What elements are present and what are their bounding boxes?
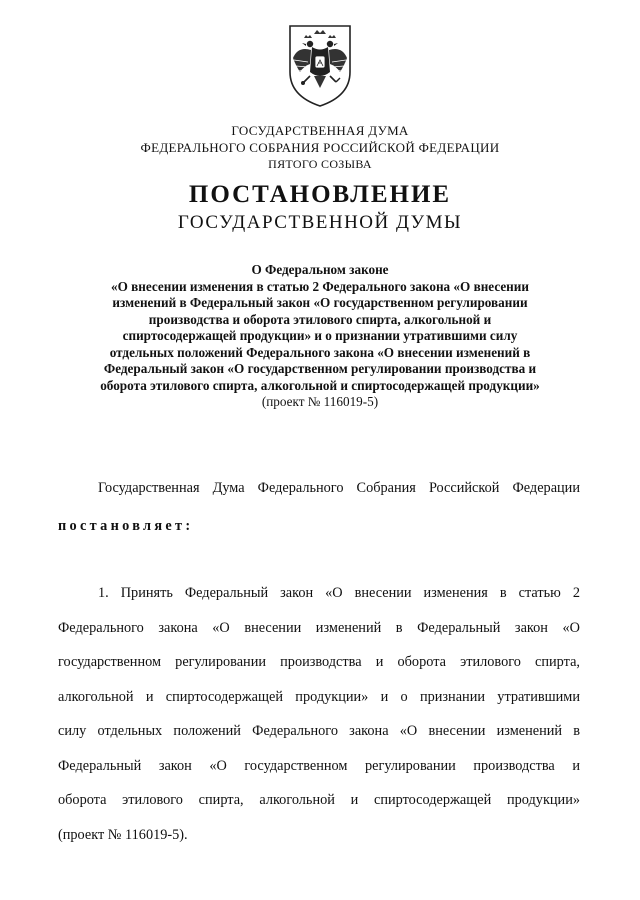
item-1-line: Федеральный закон «О государственном регулировании производства и bbox=[58, 757, 580, 774]
item-1-line: (проект № 116019-5). bbox=[58, 826, 188, 843]
document-subtype-title: ГОСУДАРСТВЕННОЙ ДУМЫ bbox=[177, 212, 463, 233]
item-1-line: оборота этилового спирта, алкогольной и спиртосодержащей продукции» bbox=[58, 792, 580, 808]
project-number: (проект № 116019-5) bbox=[261, 394, 379, 409]
law-title-line: О Федеральном законе bbox=[251, 262, 389, 277]
intro-paragraph bbox=[58, 478, 580, 498]
item-1-line: государственном регулировании производства и оборота этилового спирта, bbox=[58, 654, 580, 670]
law-title-line: изменений в Федеральный закон «О государственном регулировании bbox=[112, 295, 528, 310]
header-line-3: ПЯТОГО СОЗЫВА bbox=[268, 157, 372, 171]
law-title-line: Федеральный закон «О государственном регулировании производства и bbox=[103, 361, 537, 376]
law-title-line: спиртосодержащей продукции» и о признании утратившими силу bbox=[122, 328, 518, 343]
intro-text: Государственная Дума Федерального Собрания Российской Федерации bbox=[98, 480, 580, 496]
item-1-line: Федерального закона «О внесении изменений в Федеральный закон «О bbox=[58, 619, 580, 636]
law-title-line: отдельных положений Федерального закона «О внесении изменений в bbox=[109, 344, 531, 360]
law-title-block bbox=[60, 262, 580, 411]
document-type-title: ПОСТАНОВЛЕНИЕ bbox=[188, 181, 452, 208]
resolves-text: постановляет: bbox=[58, 518, 194, 534]
header-line-2: ФЕДЕРАЛЬНОГО СОБРАНИЯ РОССИЙСКОЙ ФЕДЕРАЦИИ bbox=[140, 140, 500, 155]
item-1-paragraph bbox=[58, 583, 580, 859]
item-1-line: силу отдельных положений Федерального закона «О внесении изменений в bbox=[58, 723, 580, 739]
resolves-heading bbox=[58, 516, 580, 536]
law-title-line: «О внесении изменения в статью 2 Федерального закона «О внесении bbox=[111, 278, 529, 294]
law-title-line: оборота этилового спирта, алкогольной и спиртосодержащей продукции» bbox=[100, 377, 540, 393]
law-title-line: производства и оборота этилового спирта, алкогольной и bbox=[148, 311, 492, 327]
item-1-line: 1. Принять Федеральный закон «О внесении изменения в статью 2 bbox=[98, 585, 580, 601]
item-1-line: алкогольной и спиртосодержащей продукции» и о признании утратившими bbox=[58, 688, 580, 705]
coat-of-arms-emblem-icon bbox=[274, 20, 366, 112]
header-line-1: ГОСУДАРСТВЕННАЯ ДУМА bbox=[231, 123, 409, 138]
